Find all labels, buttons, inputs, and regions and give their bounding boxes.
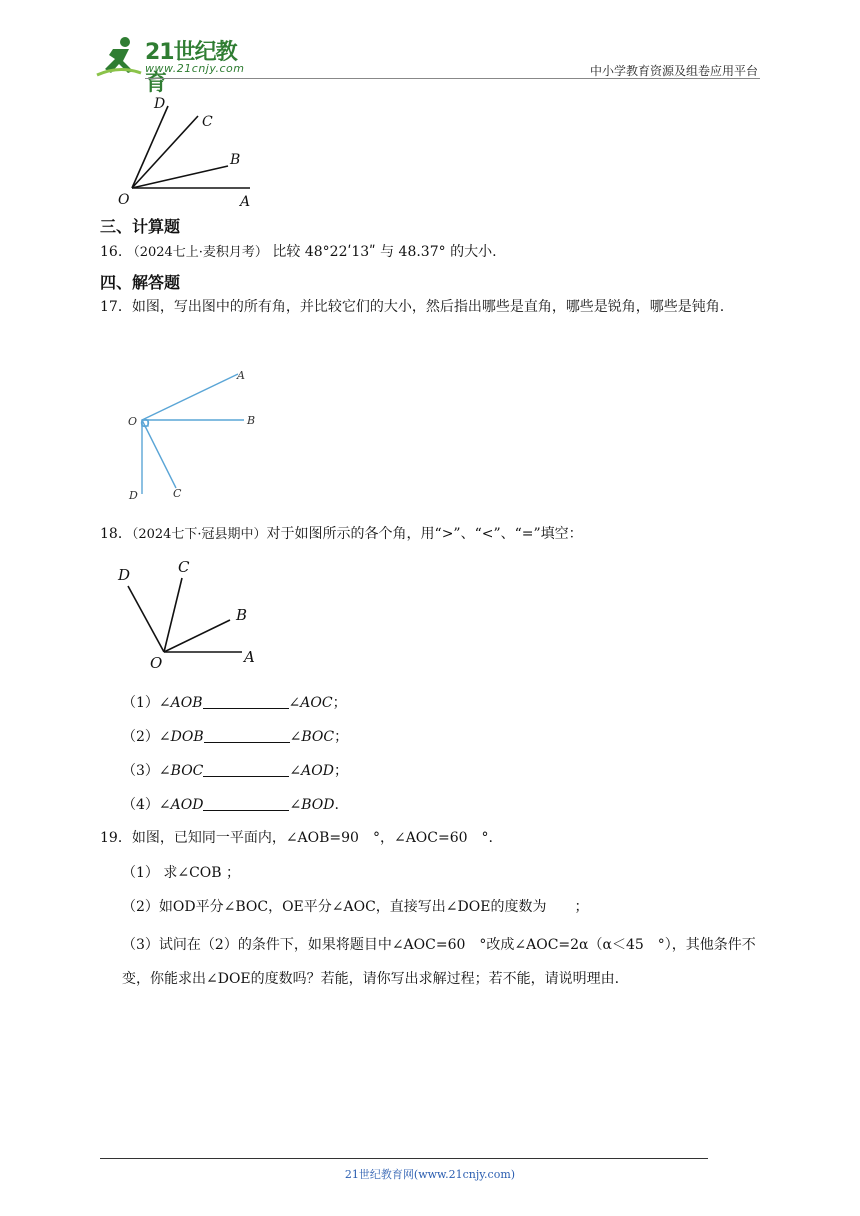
answer-blank[interactable] bbox=[203, 694, 289, 709]
label-d: D bbox=[118, 566, 131, 584]
section-heading-calc: 三、计算题 bbox=[100, 217, 181, 236]
answer-blank[interactable] bbox=[203, 796, 289, 811]
label-d: D bbox=[129, 489, 138, 502]
part-number: （1） bbox=[122, 695, 159, 711]
q19-part-2: （2）如OD平分∠BOC，OE平分∠AOC，直接写出∠DOE的度数为 ； bbox=[122, 899, 589, 915]
angle-figure-17 bbox=[120, 362, 270, 507]
part-number: （2） bbox=[122, 729, 159, 745]
label-b: B bbox=[230, 152, 241, 168]
ray-od bbox=[128, 586, 164, 652]
q19-part-3: （3）试问在（2）的条件下，如果将题目中∠AOC=60 °改成∠AOC=2α（α＜45 °），其他条件不变，你能求出∠DOE的度数吗？若能，请你写出求解过程；若不能，请说明理由. bbox=[122, 937, 756, 987]
part-end: ； bbox=[333, 763, 348, 779]
header-divider bbox=[145, 78, 760, 79]
ray-oc bbox=[142, 420, 176, 488]
part-end: ； bbox=[334, 729, 349, 745]
part-number: （4） bbox=[122, 797, 159, 813]
part-number: （3） bbox=[122, 763, 159, 779]
right-angle: ∠AOC bbox=[288, 695, 333, 711]
q16-source: （2024七上·麦积月考） bbox=[126, 245, 268, 260]
label-c: C bbox=[178, 558, 190, 576]
ray-oc bbox=[164, 578, 182, 652]
left-angle: ∠AOB bbox=[158, 695, 203, 711]
left-angle: ∠DOB bbox=[158, 729, 204, 745]
ray-oa bbox=[142, 374, 238, 420]
label-o: O bbox=[150, 654, 163, 672]
label-c: C bbox=[202, 114, 213, 130]
q16-angle1: 48°22ʹ13ʺ bbox=[304, 244, 376, 260]
label-c: C bbox=[173, 487, 182, 500]
q18-number: 18． bbox=[100, 526, 132, 542]
q16-text-c: 的大小. bbox=[450, 244, 497, 260]
angle-figure-top bbox=[110, 92, 270, 212]
q16-text-a: 比较 bbox=[272, 244, 301, 260]
runner-logo-icon bbox=[95, 35, 143, 77]
question-19-stem: 19．如图，已知同一平面内，∠AOB=90 °，∠AOC=60 °. bbox=[100, 830, 493, 846]
label-a: A bbox=[244, 648, 255, 666]
footer-divider bbox=[100, 1158, 708, 1159]
page-header bbox=[95, 30, 760, 96]
ray-oc bbox=[132, 116, 198, 188]
footer-text[interactable]: 21世纪教育网(www.21cnjy.com) bbox=[344, 1168, 516, 1181]
ray-ob bbox=[132, 166, 228, 188]
ray-od bbox=[132, 106, 168, 188]
right-angle: ∠AOD bbox=[289, 763, 334, 779]
label-d: D bbox=[154, 96, 166, 112]
q18-part-3 bbox=[122, 760, 348, 780]
label-b: B bbox=[247, 414, 256, 427]
part-end: ； bbox=[332, 695, 347, 711]
q18-part-1 bbox=[122, 692, 347, 712]
right-angle: ∠BOD bbox=[289, 797, 335, 813]
q16-text-b: 与 bbox=[380, 244, 395, 260]
q16-number: 16. bbox=[100, 244, 123, 260]
q19-part-1: （1） 求∠COB ； bbox=[122, 865, 241, 881]
logo-url: www.21cnjy.com bbox=[145, 62, 245, 75]
q18-part-2 bbox=[122, 726, 348, 746]
label-o: O bbox=[128, 415, 138, 428]
ray-ob bbox=[164, 620, 230, 652]
left-angle: ∠AOD bbox=[158, 797, 204, 813]
q18-part-4 bbox=[122, 794, 339, 814]
logo bbox=[95, 35, 255, 96]
logo-text: 21世纪教育 bbox=[145, 40, 237, 96]
section-heading-solve: 四、解答题 bbox=[100, 273, 181, 292]
q16-angle2: 48.37° bbox=[398, 244, 446, 260]
question-18 bbox=[100, 524, 583, 545]
q18-text: 对于如图所示的各个角，用“>”、“<”、“=”填空： bbox=[266, 526, 583, 542]
answer-blank[interactable] bbox=[204, 728, 290, 743]
label-b: B bbox=[236, 606, 248, 624]
label-a: A bbox=[240, 194, 251, 210]
label-a: A bbox=[237, 369, 245, 382]
question-16 bbox=[100, 242, 497, 263]
label-o: O bbox=[118, 192, 130, 208]
question-17: 17．如图，写出图中的所有角，并比较它们的大小，然后指出哪些是直角，哪些是锐角，哪些是钝角. bbox=[100, 299, 725, 315]
part-end: . bbox=[334, 797, 339, 813]
q18-source: （2024七下·冠县期中） bbox=[131, 527, 267, 542]
angle-figure-18 bbox=[112, 556, 272, 672]
right-angle: ∠BOC bbox=[289, 729, 335, 745]
platform-title: 中小学教育资源及组卷应用平台 bbox=[589, 64, 758, 78]
left-angle: ∠BOC bbox=[158, 763, 204, 779]
answer-blank[interactable] bbox=[203, 762, 289, 777]
